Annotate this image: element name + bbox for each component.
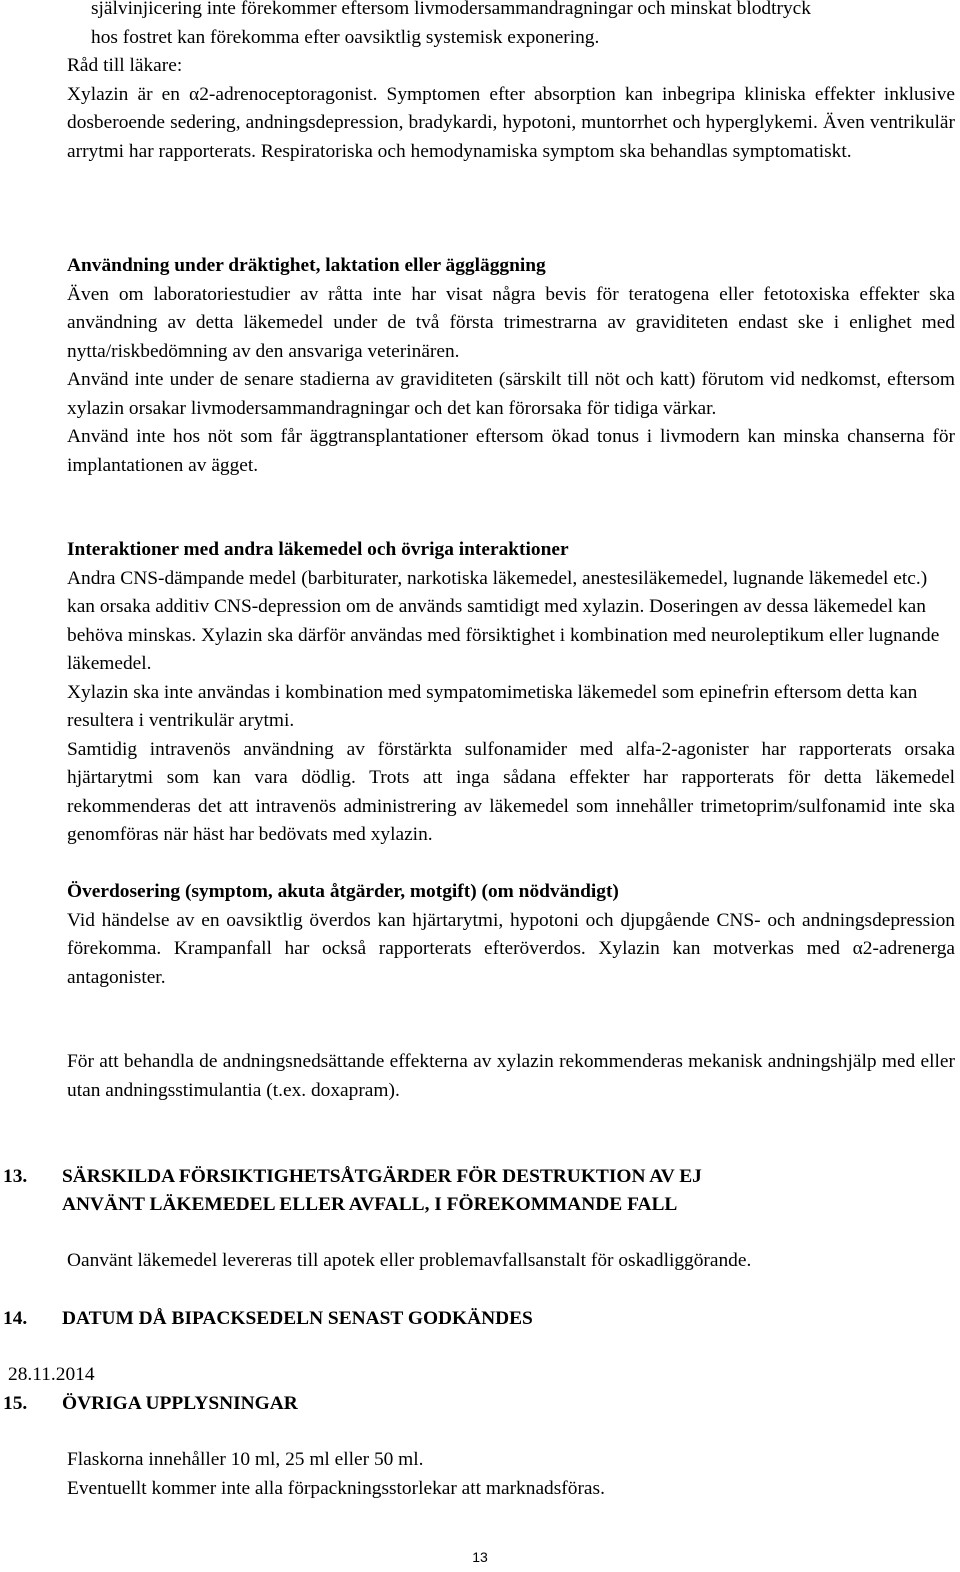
pregnancy-section [67, 252, 955, 480]
overdose-paragraph-1: Vid händelse av en oavsiktlig överdos kan hjärtarytmi, hypotoni och djupgående CNS- och andningsdepression förekomma. Krampanfall har också rapporterats efteröverdos. Xylazin kan motverkas med α2-adrenerga antagonister. [67, 909, 955, 988]
interactions-paragraph-1: Andra CNS-dämpande medel (barbiturater, narkotiska läkemedel, anestesiläkemedel, lugnande läkemedel etc.) kan orsaka additiv CNS-depression om de används samtidigt med xylazin. Doseringen av dessa läkemedel kan behöva minskas. Xylazin ska därför användas med försiktighet i kombination med neuroleptikum eller lugnande läkemedel. [67, 567, 940, 674]
overdose-paragraph-2-block [67, 1048, 955, 1105]
advice-text: Xylazin är en α2-adrenoceptoragonist. Symptomen efter absorption kan inbegripa kliniska effekter inklusive dosberoende sedering, andningsdepression, bradykardi, hypotoni, muntorrhet och hyperglykemi. Även ventrikulär arrytmi har rapporterats. Respiratoriska och hemodynamiska symptom ska behandlas symptomatiskt. [67, 83, 955, 162]
pregnancy-paragraph-3: Använd inte hos nöt som får äggtransplantationer eftersom ökad tonus i livmodern kan minska chanserna för implantationen av ägget. [67, 426, 955, 476]
overdose-section [67, 878, 955, 992]
intro-line-2: hos fostret kan förekomma efter oavsiktlig systemisk exponering. [91, 26, 600, 48]
approval-date: 28.11.2014 [8, 1364, 95, 1385]
pregnancy-heading: Användning under dräktighet, laktation eller äggläggning [67, 255, 546, 276]
pregnancy-paragraph-1: Även om laboratoriestudier av råtta inte har visat några bevis för teratogena eller fetotoxiska effekter ska användning av detta läkemedel under de två första trimestrarna av graviditeten endast ske i enlighet med nytta/riskbedömning av den ansvariga veterinären. [67, 283, 955, 362]
section-13-number: 13. [3, 1166, 28, 1187]
section-15-body [67, 1446, 955, 1503]
overdose-heading: Överdosering (symptom, akuta åtgärder, motgift) (om nödvändigt) [67, 881, 619, 902]
page-number: 13 [472, 1549, 488, 1565]
overdose-paragraph-2: För att behandla de andningsnedsättande effekterna av xylazin rekommenderas mekanisk andningshjälp med eller utan andningsstimulantia (t.ex. doxapram). [67, 1051, 955, 1101]
section-14-title: DATUM DÅ BIPACKSEDELN SENAST GODKÄNDES [62, 1308, 533, 1329]
advice-to-doctors [67, 52, 955, 166]
pregnancy-paragraph-2: Använd inte under de senare stadierna av graviditeten (särskilt till nöt och katt) förutom vid nedkomst, eftersom xylazin orsakar livmodersammandragningar och det kan förorsaka för tidiga värkar. [67, 369, 955, 419]
section-13-title-line-1: SÄRSKILDA FÖRSIKTIGHETSÅTGÄRDER FÖR DESTRUKTION AV EJ [62, 1166, 702, 1187]
interactions-heading: Interaktioner med andra läkemedel och övriga interaktioner [67, 539, 569, 560]
intro-line-1: självinjicering inte förekommer eftersom livmodersammandragningar och minskat blodtryck [91, 0, 811, 19]
section-13-text: Oanvänt läkemedel levereras till apotek eller problemavfallsanstalt för oskadliggörande. [67, 1250, 752, 1271]
interactions-paragraph-3: Samtidig intravenös användning av förstärkta sulfonamider med alfa-2-agonister har rapporterats orsaka hjärtarytmi som kan vara dödlig. Trots att inga sådana effekter har rapporterats för detta läkemedel rekommenderas det att intravenös administrering av läkemedel som innehåller trimetoprim/sulfonamid inte ska genomföras när häst har bedövats med xylazin. [67, 738, 955, 845]
section-14-number: 14. [3, 1308, 28, 1329]
interactions-paragraph-2: Xylazin ska inte användas i kombination med sympatomimetiska läkemedel som epinefrin eftersom detta kan resultera i ventrikulär arytmi. [67, 681, 918, 731]
interactions-section [67, 536, 955, 850]
section-15-title: ÖVRIGA UPPLYSNINGAR [62, 1393, 298, 1414]
section-15-number: 15. [3, 1393, 28, 1414]
section-15-line-1: Flaskorna innehåller 10 ml, 25 ml eller 50 ml. [67, 1449, 424, 1470]
section-13-title-line-2: ANVÄNT LÄKEMEDEL ELLER AVFALL, I FÖREKOMMANDE FALL [62, 1194, 678, 1215]
advice-heading: Råd till läkare: [67, 55, 183, 76]
intro-continuation [67, 0, 955, 52]
section-13-body [67, 1247, 955, 1276]
section-15-line-2: Eventuellt kommer inte alla förpackningsstorlekar att marknadsföras. [67, 1477, 605, 1499]
